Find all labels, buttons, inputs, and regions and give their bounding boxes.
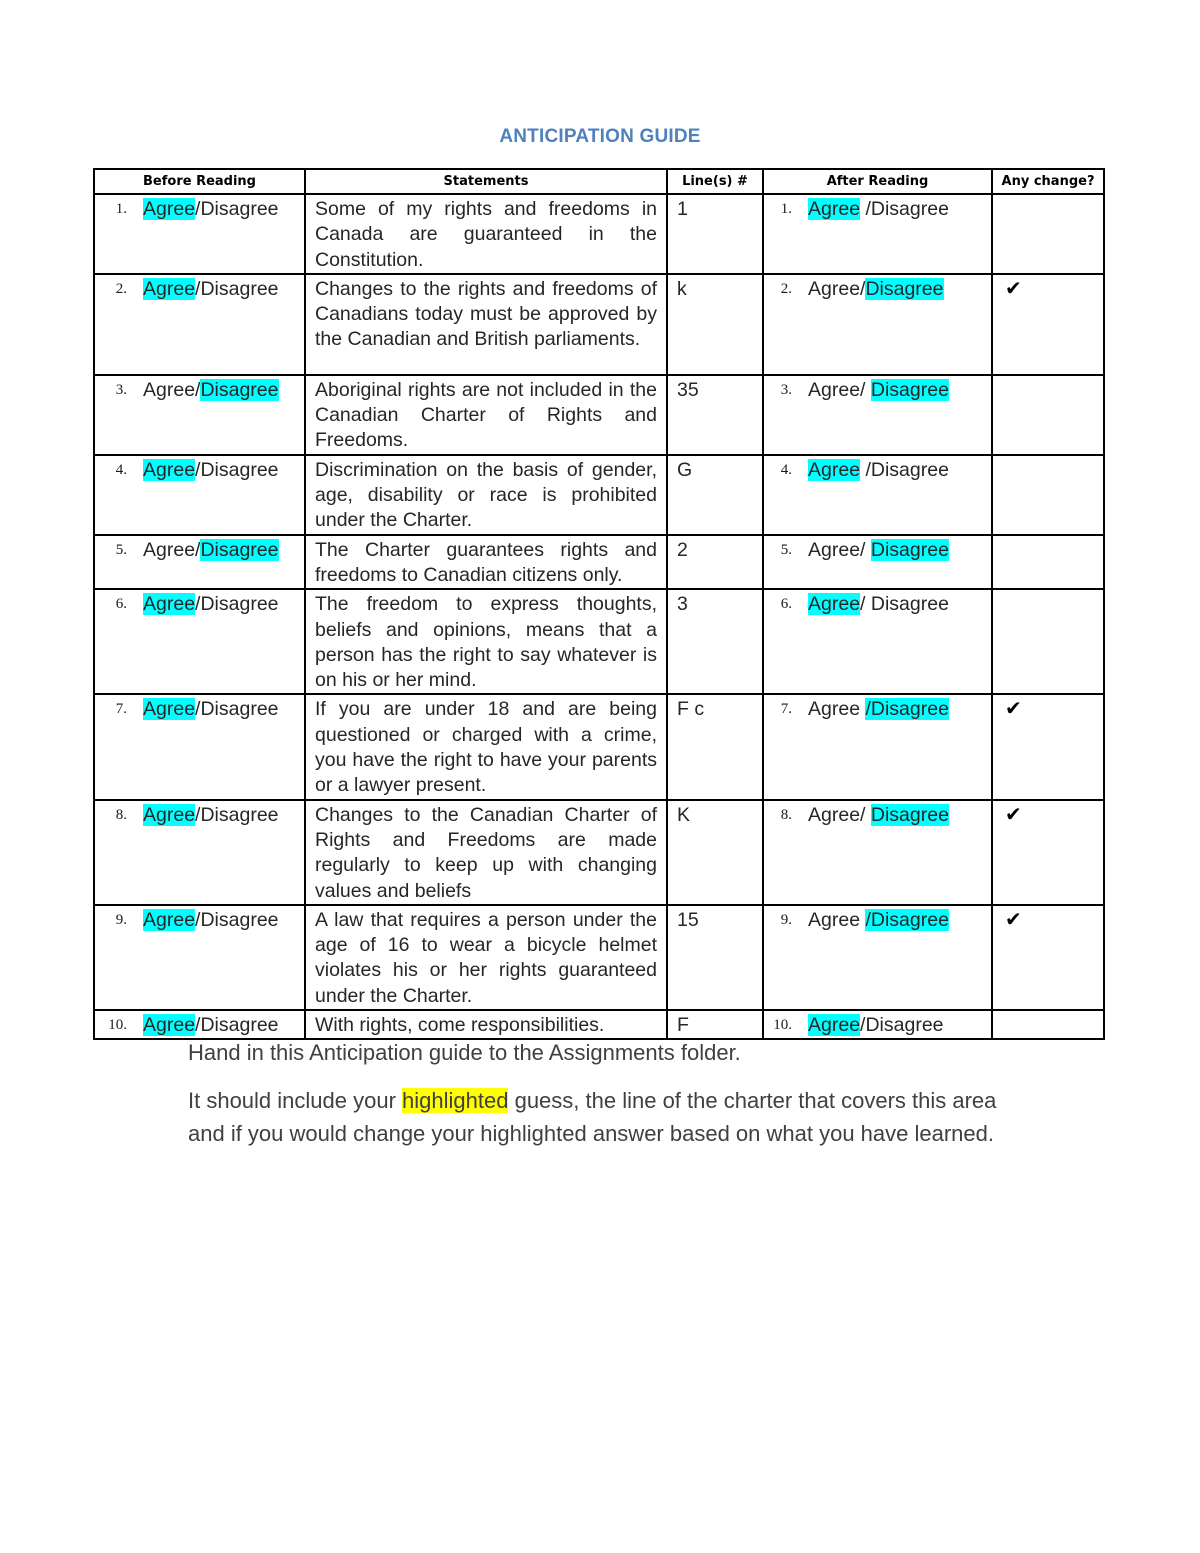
table-header-row [94, 169, 1104, 194]
highlighted-choice: Agree [808, 1014, 861, 1037]
after-reading-cell [763, 1010, 992, 1039]
line-number-cell [667, 375, 763, 455]
line-number-text: F [677, 1014, 689, 1037]
statement-text: Aboriginal rights are not included in the Canadian Charter of Rights and Freedoms. [315, 378, 657, 452]
highlighted-word: highlighted [402, 1088, 509, 1113]
table-row [94, 535, 1104, 590]
agree-disagree-choice [808, 803, 949, 828]
line-number-cell [667, 535, 763, 590]
agree-disagree-choice [808, 458, 949, 483]
before-reading-cell [94, 589, 305, 694]
agree-disagree-choice [808, 197, 949, 222]
highlighted-choice: /Disagree [865, 908, 949, 931]
before-reading-cell [94, 274, 305, 375]
item-number: 5. [780, 541, 792, 558]
line-number-cell [667, 194, 763, 274]
checkmark-icon: ✔ [1005, 908, 1022, 931]
agree-disagree-choice [143, 803, 279, 828]
after-reading-cell [763, 274, 992, 375]
any-change-cell [992, 694, 1104, 799]
line-number-text: 3 [677, 593, 688, 616]
item-number: 2. [780, 280, 792, 297]
highlighted-choice: Disagree [200, 378, 279, 401]
agree-disagree-choice [808, 592, 949, 617]
choice-text: Agree [808, 908, 866, 931]
agree-disagree-choice [808, 277, 944, 302]
table-body [94, 194, 1104, 1039]
highlighted-choice: Disagree [870, 803, 949, 826]
table-row [94, 455, 1104, 535]
highlighted-choice: Agree [808, 593, 861, 616]
item-number: 7. [780, 701, 792, 718]
statement-cell [305, 589, 667, 694]
choice-text: /Disagree [195, 908, 279, 931]
line-number-text: 1 [677, 198, 688, 220]
item-number: 10. [773, 1017, 792, 1034]
line-number-cell [667, 800, 763, 905]
before-reading-cell [94, 800, 305, 905]
checkmark-icon [993, 376, 1103, 378]
line-number-cell [667, 455, 763, 535]
line-number-text: 35 [677, 378, 699, 401]
table-row [94, 905, 1104, 1010]
before-reading-cell [94, 375, 305, 455]
statement-text: A law that requires a person under the age of 16 to wear a bicycle helmet violates his or her rights guaranteed under the Charter. [315, 908, 657, 1007]
agree-disagree-choice [808, 1013, 944, 1038]
statement-text: Some of my rights and freedoms in Canada are guaranteed in the Constitution. [315, 198, 657, 271]
statement-text: Changes to the rights and freedoms of Canadians today must be approved by the Canadian and British parliaments. [315, 277, 657, 351]
highlighted-choice: /Disagree [865, 698, 949, 721]
agree-disagree-choice [143, 1013, 279, 1038]
choice-text: Agree/ [808, 538, 871, 561]
line-number-text: 2 [677, 538, 688, 561]
choice-text: /Disagree [195, 1014, 279, 1037]
instruction-text-end: guess, the line of the charter that covers this area and if you would change your highlighted answer based on what you have learned. [188, 1088, 997, 1146]
table-row [94, 800, 1104, 905]
after-reading-cell [763, 535, 992, 590]
highlighted-choice: Agree [143, 908, 196, 931]
agree-disagree-choice [808, 697, 949, 722]
line-number-text: F c [677, 698, 705, 721]
item-number: 3. [115, 381, 127, 398]
choice-text: / Disagree [860, 593, 949, 616]
statement-cell [305, 905, 667, 1010]
table-row [94, 375, 1104, 455]
highlighted-choice: Agree [143, 1014, 196, 1037]
agree-disagree-choice [143, 908, 279, 933]
statement-cell [305, 535, 667, 590]
choice-text: /Disagree [195, 593, 279, 616]
table-row [94, 694, 1104, 799]
any-change-cell [992, 905, 1104, 1010]
agree-disagree-choice [808, 538, 949, 563]
instructions [188, 1036, 1028, 1165]
before-reading-cell [94, 694, 305, 799]
highlighted-choice: Agree [808, 198, 861, 220]
statement-cell [305, 694, 667, 799]
statement-text: With rights, come responsibilities. [315, 1014, 605, 1037]
before-reading-cell [94, 535, 305, 590]
table-row [94, 274, 1104, 375]
checkmark-icon: ✔ [1005, 803, 1022, 826]
after-reading-cell [763, 694, 992, 799]
item-number: 6. [780, 596, 792, 613]
item-number: 10. [108, 1017, 127, 1034]
item-number: 3. [780, 381, 792, 398]
table-row [94, 1010, 1104, 1039]
checkmark-icon: ✔ [1005, 698, 1022, 721]
highlighted-choice: Disagree [870, 378, 949, 401]
statement-cell [305, 274, 667, 375]
item-number: 9. [115, 911, 127, 928]
item-number: 9. [780, 911, 792, 928]
header-before-reading: Before Reading [94, 169, 305, 194]
any-change-cell [992, 274, 1104, 375]
line-number-text: K [677, 803, 691, 826]
line-number-text: k [677, 277, 687, 300]
highlighted-choice: Agree [808, 458, 861, 481]
item-number: 5. [115, 541, 127, 558]
after-reading-cell [763, 194, 992, 274]
statement-text: If you are under 18 and are being questioned or charged with a crime, you have the right to have your parents or a lawyer present. [315, 698, 657, 797]
agree-disagree-choice [143, 697, 279, 722]
line-number-cell [667, 274, 763, 375]
line-number-text: 15 [677, 908, 699, 931]
item-number: 6. [115, 596, 127, 613]
any-change-cell [992, 455, 1104, 535]
choice-text: /Disagree [195, 458, 279, 481]
item-number: 4. [115, 461, 127, 478]
choice-text: /Disagree [860, 458, 949, 481]
checkmark-icon [993, 590, 1103, 592]
after-reading-cell [763, 905, 992, 1010]
statement-text: Discrimination on the basis of gender, age, disability or race is prohibited under the Charter. [315, 458, 657, 532]
item-number: 1. [780, 201, 792, 217]
page-title: ANTICIPATION GUIDE [499, 126, 701, 147]
checkmark-icon [993, 195, 1103, 197]
after-reading-cell [763, 589, 992, 694]
line-number-cell [667, 694, 763, 799]
choice-text: Agree/ [808, 277, 866, 300]
highlighted-choice: Agree [143, 277, 196, 300]
agree-disagree-choice [143, 592, 279, 617]
choice-text: /Disagree [195, 277, 279, 300]
instruction-hand-in: Hand in this Anticipation guide to the Assignments folder. [188, 1040, 741, 1065]
highlighted-choice: Disagree [870, 538, 949, 561]
checkmark-icon [993, 536, 1103, 538]
agree-disagree-choice [143, 277, 279, 302]
instruction-include [188, 1084, 1028, 1150]
highlighted-choice: Agree [143, 593, 196, 616]
after-reading-cell [763, 375, 992, 455]
after-reading-cell [763, 800, 992, 905]
line-number-text: G [677, 458, 693, 481]
checkmark-icon [993, 1011, 1103, 1013]
header-after-reading: After Reading [763, 169, 992, 194]
header-line-number: Line(s) # [667, 169, 763, 194]
item-number: 1. [115, 201, 127, 217]
choice-text: Agree/ [143, 378, 201, 401]
item-number: 7. [115, 701, 127, 718]
header-any-change: Any change? [992, 169, 1104, 194]
agree-disagree-choice [143, 197, 279, 222]
any-change-cell [992, 800, 1104, 905]
anticipation-guide-table [93, 168, 1105, 1040]
table-row [94, 194, 1104, 274]
highlighted-choice: Agree [143, 198, 196, 220]
statement-cell [305, 1010, 667, 1039]
choice-text: Agree/ [808, 803, 871, 826]
choice-text: /Disagree [195, 198, 279, 220]
agree-disagree-choice [143, 538, 279, 563]
item-number: 8. [115, 806, 127, 823]
highlighted-choice: Agree [143, 698, 196, 721]
any-change-cell [992, 375, 1104, 455]
any-change-cell [992, 1010, 1104, 1039]
choice-text: /Disagree [195, 698, 279, 721]
before-reading-cell [94, 905, 305, 1010]
statement-text: The freedom to express thoughts, beliefs and opinions, means that a person has the right to say whatever is on his or her mind. [315, 593, 657, 692]
statement-cell [305, 194, 667, 274]
table-row [94, 589, 1104, 694]
agree-disagree-choice [808, 908, 949, 933]
statement-cell [305, 375, 667, 455]
choice-text: Agree [808, 698, 866, 721]
highlighted-choice: Agree [143, 803, 196, 826]
agree-disagree-choice [143, 378, 279, 403]
highlighted-choice: Agree [143, 458, 196, 481]
statement-text: Changes to the Canadian Charter of Rights and Freedoms are made regularly to keep up with changing values and beliefs [315, 803, 657, 902]
before-reading-cell [94, 455, 305, 535]
agree-disagree-choice [143, 458, 279, 483]
highlighted-choice: Disagree [865, 277, 944, 300]
agree-disagree-choice [808, 378, 949, 403]
item-number: 4. [780, 461, 792, 478]
choice-text: Agree/ [808, 378, 871, 401]
choice-text: Agree/ [143, 538, 201, 561]
line-number-cell [667, 589, 763, 694]
before-reading-cell [94, 194, 305, 274]
highlighted-choice: Disagree [200, 538, 279, 561]
item-number: 2. [115, 280, 127, 297]
header-statements: Statements [305, 169, 667, 194]
statement-cell [305, 800, 667, 905]
instruction-text-start: It should include your [188, 1088, 403, 1113]
choice-text: /Disagree [195, 803, 279, 826]
item-number: 8. [780, 806, 792, 823]
any-change-cell [992, 194, 1104, 274]
before-reading-cell [94, 1010, 305, 1039]
line-number-cell [667, 1010, 763, 1039]
checkmark-icon: ✔ [1005, 277, 1022, 300]
checkmark-icon [993, 456, 1103, 458]
any-change-cell [992, 589, 1104, 694]
statement-cell [305, 455, 667, 535]
choice-text: /Disagree [860, 1014, 944, 1037]
after-reading-cell [763, 455, 992, 535]
line-number-cell [667, 905, 763, 1010]
any-change-cell [992, 535, 1104, 590]
choice-text: /Disagree [860, 198, 949, 220]
statement-text: The Charter guarantees rights and freedoms to Canadian citizens only. [315, 538, 657, 586]
